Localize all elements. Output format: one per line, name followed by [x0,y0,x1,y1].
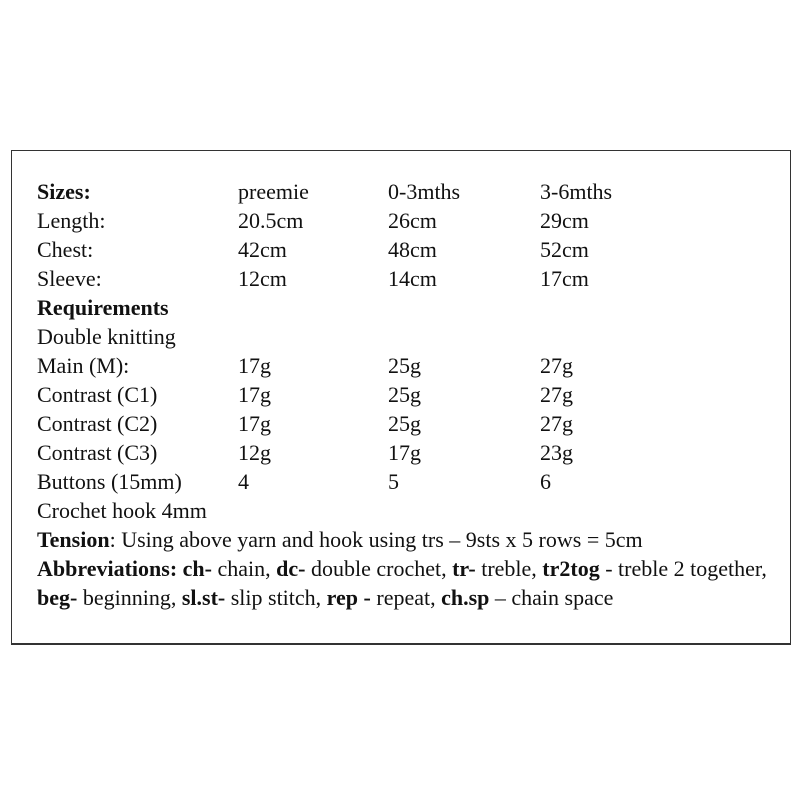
requirement-row-buttons [0,467,800,496]
measurement-label: Length: [37,208,106,233]
abbr-meaning: treble, [475,556,537,581]
requirement-value: 5 [388,469,399,494]
requirement-value: 12g [238,440,271,465]
abbr-term: ch- [182,556,212,581]
abbr-term: ch.sp [441,585,490,610]
tension-line [37,525,643,554]
size-column-3-6mths: 3-6mths [540,179,613,204]
requirement-value: 17g [238,411,271,436]
requirement-row-contrast-c2 [0,409,800,438]
requirement-row-main [0,351,800,380]
requirement-value: 27g [540,382,573,407]
hook-row [0,496,800,525]
size-column-0-3mths: 0-3mths [388,179,461,204]
requirement-label: Contrast (C3) [37,440,158,465]
measurement-value: 26cm [388,208,437,233]
measurement-value: 48cm [388,237,437,262]
requirement-label: Main (M): [37,353,130,378]
sizes-header-row [0,177,800,206]
measurement-label: Chest: [37,237,94,262]
measurement-row-sleeve [0,264,800,293]
requirements-heading-row [0,293,800,322]
measurement-value: 42cm [238,237,287,262]
measurement-value: 29cm [540,208,589,233]
measurement-value: 20.5cm [238,208,304,233]
requirement-value: 25g [388,411,421,436]
requirement-label: Contrast (C2) [37,411,158,436]
measurement-value: 12cm [238,266,287,291]
abbr-meaning: repeat, [370,585,436,610]
measurement-value: 17cm [540,266,589,291]
abbreviations-label: Abbreviations: [37,556,178,581]
abbr-meaning: chain, [212,556,271,581]
abbr-term: tr2tog [542,556,600,581]
requirements-heading: Requirements [37,295,169,320]
sizes-label: Sizes: [37,179,91,204]
tension-text: : Using above yarn and hook using trs – 9sts x 5 rows = 5cm [109,527,643,552]
measurement-row-length [0,206,800,235]
abbr-term: dc- [276,556,306,581]
yarn-type: Double knitting [37,324,176,349]
abbr-meaning: - treble 2 together, [599,556,767,581]
abbr-term: beg- [37,585,78,610]
measurement-value: 14cm [388,266,437,291]
requirement-value: 17g [238,353,271,378]
requirement-value: 17g [388,440,421,465]
measurement-value: 52cm [540,237,589,262]
measurement-row-chest [0,235,800,264]
requirement-label: Contrast (C1) [37,382,158,407]
tension-row [0,525,800,554]
crochet-hook: Crochet hook 4mm [37,498,207,523]
abbr-term: tr- [452,556,476,581]
abbr-meaning: – chain space [489,585,614,610]
tension-label: Tension [37,527,110,552]
yarn-type-row [0,322,800,351]
requirement-value: 27g [540,411,573,436]
requirement-label: Buttons (15mm) [37,469,182,494]
requirement-value: 25g [388,353,421,378]
abbr-meaning: slip stitch, [225,585,322,610]
requirement-row-contrast-c3 [0,438,800,467]
requirement-value: 25g [388,382,421,407]
abbreviations-paragraph [37,554,767,612]
abbr-term: sl.st- [181,585,226,610]
requirement-value: 4 [238,469,249,494]
abbr-meaning: double crochet, [305,556,447,581]
requirement-value: 27g [540,353,573,378]
requirement-row-contrast-c1 [0,380,800,409]
requirement-value: 23g [540,440,573,465]
requirement-value: 6 [540,469,551,494]
measurement-label: Sleeve: [37,266,102,291]
abbr-meaning: beginning, [77,585,177,610]
abbr-term: rep - [326,585,371,610]
requirement-value: 17g [238,382,271,407]
size-column-preemie: preemie [238,179,309,204]
